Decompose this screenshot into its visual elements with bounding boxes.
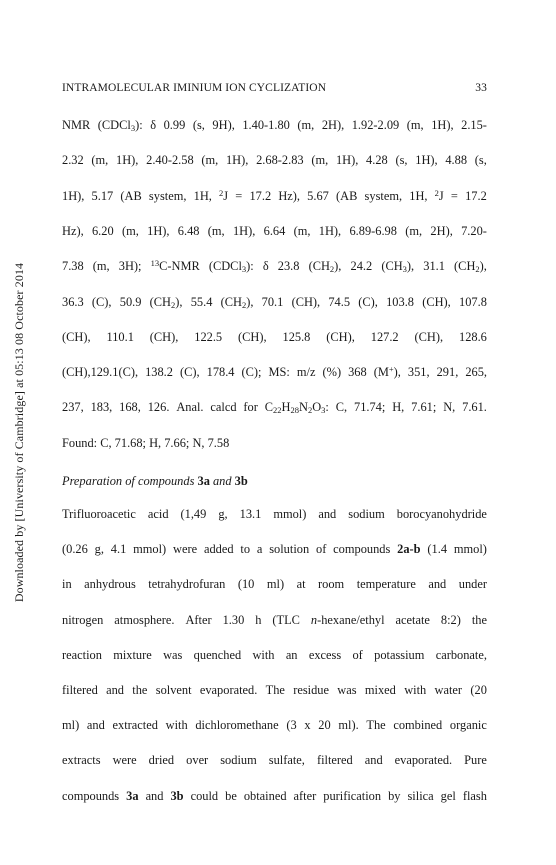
nmr-text-word: (C),	[358, 294, 378, 309]
procedure-text-word: to	[240, 542, 251, 557]
nmr-text-word: (s,	[474, 153, 487, 168]
procedure-text-word: tetrahydrofuran	[148, 577, 226, 592]
nmr-text-line	[62, 153, 487, 167]
procedure-text-word: reaction	[62, 647, 102, 662]
procedure-text-word: in	[62, 577, 72, 592]
section-heading-connector: and	[209, 474, 235, 488]
procedure-text-word: (TLC	[272, 612, 300, 627]
compound-3a-label: 3a	[197, 474, 210, 488]
procedure-text-word: g,	[218, 507, 228, 521]
nmr-text-word: Anal.	[176, 400, 204, 415]
procedure-text-word: and	[145, 788, 164, 803]
procedure-text-word: was	[163, 647, 183, 662]
procedure-text-word: mmol)	[273, 507, 307, 521]
procedure-text-word: (20	[470, 683, 487, 697]
procedure-text-word: excess	[308, 647, 342, 662]
procedure-text-word: dried	[148, 753, 175, 768]
nmr-text-word: 70.1	[261, 294, 284, 309]
nmr-text-line	[62, 295, 487, 309]
nmr-text-line	[62, 365, 487, 379]
page-number: 33	[475, 82, 487, 94]
nmr-text-word: 17.2	[249, 188, 272, 203]
nmr-text-word: NMR	[62, 118, 91, 132]
nmr-text-word: (AB	[336, 188, 358, 203]
procedure-text-word: dichloromethane	[195, 718, 279, 733]
nmr-text-line	[62, 189, 487, 203]
procedure-text-word: a	[256, 542, 263, 557]
nmr-text-word: 6.48	[177, 223, 200, 238]
nmr-text-word: 1.92-2.09	[351, 118, 400, 132]
procedure-text-word: and	[106, 683, 124, 697]
procedure-text-word: could	[190, 788, 219, 803]
nmr-text-word: system,	[364, 188, 403, 203]
nmr-text-word: 107.8	[459, 294, 487, 309]
nmr-text-word: 103.8	[386, 294, 414, 309]
procedure-text-word: The	[265, 683, 285, 697]
procedure-text-word: solvent	[155, 683, 192, 697]
nmr-text-word: 2.40-2.58	[146, 153, 194, 168]
nmr-text-word: (CH),	[326, 329, 355, 344]
procedure-text-word: sulfate,	[268, 753, 305, 768]
procedure-text-word: temperature	[356, 577, 416, 592]
procedure-text-word: room	[318, 577, 345, 592]
nmr-text-line	[62, 330, 487, 344]
nmr-text-word: 2.15-	[461, 118, 487, 132]
nmr-text-word: =	[235, 188, 243, 203]
procedure-text-word: by	[388, 788, 401, 803]
nmr-text-word: $(CH_2)$,	[149, 294, 183, 310]
procedure-text-word: n-hexane/ethyl	[310, 612, 385, 627]
procedure-text-word: (1.4	[427, 542, 448, 557]
procedure-text-word: purification	[323, 788, 382, 803]
procedure-text-word: gel	[440, 788, 456, 803]
nmr-text-word: 110.1	[106, 329, 134, 344]
nmr-text-word: $(CH_2)$,	[454, 259, 487, 275]
procedure-text-word: (10	[237, 577, 255, 592]
nmr-text-word: 351,	[407, 365, 430, 380]
running-head-title: INTRAMOLECULAR IMINIUM ION CYCLIZATION	[62, 82, 327, 94]
procedure-text-line	[62, 507, 487, 521]
nmr-text-word: 50.9	[119, 294, 142, 309]
procedure-text-word: 20	[318, 718, 331, 733]
procedure-text-word: flash	[462, 788, 487, 803]
procedure-text-word: solution	[269, 542, 310, 557]
nmr-text-word: 2.68-2.83	[256, 153, 304, 168]
nmr-text-word: (m,	[207, 223, 225, 238]
procedure-text-word: was	[337, 683, 357, 697]
procedure-text-word: of	[316, 542, 327, 557]
nmr-text-word: 183,	[90, 400, 113, 415]
nmr-text-word: (m,	[121, 223, 139, 238]
procedure-text-word: of	[352, 647, 363, 662]
procedure-text-line	[62, 718, 487, 732]
procedure-text-word: quenched	[193, 647, 242, 662]
procedure-text-word: 4.1	[110, 542, 127, 557]
procedure-text-word: obtained	[243, 788, 287, 803]
nmr-text-word: 36.3	[62, 294, 84, 309]
nmr-text-word: 126.	[147, 400, 170, 415]
procedure-text-word: potassium	[374, 647, 425, 662]
procedure-text-word: filtered	[62, 683, 98, 697]
nmr-text-word: $^{13}$C-NMR	[150, 258, 200, 274]
nmr-text-word: calcd	[210, 400, 237, 415]
nmr-text-word: (CH),	[291, 294, 321, 309]
nmr-text-word: δ	[150, 118, 157, 132]
procedure-text-word: ml)	[266, 577, 285, 592]
procedure-text-word: g,	[94, 542, 104, 557]
nmr-text-line	[62, 259, 487, 273]
nmr-text-word: (C),	[179, 365, 200, 380]
procedure-text-word: and	[86, 718, 105, 733]
procedure-text-word: sodium	[220, 753, 257, 768]
procedure-text-word: sodium	[348, 507, 385, 521]
download-watermark-text: Downloaded by [University of Cambridge] at 05:13 08 October 2014	[12, 262, 27, 602]
nmr-text-word: 0.99	[163, 118, 186, 132]
procedure-text-word: residue	[293, 683, 329, 697]
nmr-text-word: 2.32	[62, 153, 84, 168]
nmr-text-word: 6.20	[91, 223, 114, 238]
nmr-text-word: 5.17	[91, 188, 114, 203]
procedure-text-word: silica	[407, 788, 434, 803]
nmr-text-word: (CH),	[62, 329, 91, 344]
nmr-text-word: 1H),	[431, 118, 454, 132]
nmr-text-word: 9H),	[212, 118, 235, 132]
nmr-text-word: 168,	[119, 400, 141, 415]
procedure-text-word: compounds	[62, 788, 120, 803]
nmr-text-line	[62, 400, 487, 414]
procedure-text-word: 1.30	[222, 612, 245, 627]
nmr-text-word: 17.2	[465, 188, 487, 203]
nmr-text-word: 125.8	[282, 329, 311, 344]
nmr-text-word: 1H,	[409, 188, 428, 203]
nmr-text-line	[62, 118, 487, 132]
nmr-text-word: (m,	[311, 153, 329, 168]
procedure-text-word: were	[112, 753, 137, 768]
nmr-text-word: $^2$J	[434, 187, 444, 203]
nmr-text-word: (CH),	[414, 329, 444, 344]
nmr-text-word: 6.64	[263, 223, 286, 238]
procedure-text-word: (1,49	[180, 507, 207, 521]
procedure-text-word: extracted	[112, 718, 158, 733]
nmr-text-word: Hz),	[62, 223, 84, 238]
procedure-text-word: (0.26	[62, 542, 88, 557]
nmr-text-word: 1H),	[232, 223, 256, 238]
nmr-text-word: 71.74;	[354, 400, 386, 415]
nmr-text-word: (C),	[91, 294, 112, 309]
procedure-text-line	[62, 789, 487, 803]
procedure-text-word: 2a-b	[397, 542, 421, 557]
nmr-text-word: (m,	[92, 259, 110, 274]
download-watermark	[13, 212, 27, 652]
procedure-text-word: extracts	[62, 753, 101, 768]
procedure-text-word: mixture	[113, 647, 152, 662]
procedure-text-word: with	[252, 647, 275, 662]
procedure-text-word: Pure	[464, 753, 487, 768]
procedure-text-word: ml)	[62, 718, 80, 733]
nmr-text-word: 1H,	[193, 188, 212, 203]
nmr-text-word: 23.8	[277, 259, 300, 274]
procedure-text-word: After	[185, 612, 212, 627]
nmr-text-word: 1H),	[415, 153, 438, 168]
nmr-text-word: (s,	[395, 153, 408, 168]
nmr-text-word: (CH),	[238, 329, 267, 344]
procedure-text-line	[62, 577, 487, 591]
nmr-text-word: 5.67	[307, 188, 329, 203]
procedure-text-word: ml).	[338, 718, 359, 733]
nmr-text-word: (CH),129.1(C),	[62, 365, 139, 380]
procedure-text-word: acetate	[395, 612, 430, 627]
nmr-text-word: system,	[148, 188, 187, 203]
section-heading-prefix: Preparation of compounds	[62, 474, 198, 488]
nmr-text-word: =	[450, 188, 458, 203]
nmr-text-word: (C);	[241, 365, 262, 380]
nmr-text-word: 7.20-	[461, 223, 487, 238]
nmr-text-word: Found: C, 71.68; H, 7.66; N, 7.58	[62, 435, 230, 450]
procedure-text-word: at	[296, 577, 306, 592]
procedure-text-word: borocyanohydride	[396, 507, 487, 521]
procedure-text-word: carbonate,	[435, 647, 487, 662]
nmr-text-word: 178.4	[206, 365, 235, 380]
nmr-text-word: 128.6	[459, 329, 487, 344]
procedure-text-word: be	[225, 788, 237, 803]
procedure-text-word: with	[404, 683, 427, 697]
procedure-text-word: water	[434, 683, 463, 697]
nmr-text-word: 7.38	[62, 259, 84, 274]
nmr-text-word: for	[243, 400, 258, 415]
nmr-text-word: 7.61.	[462, 400, 487, 415]
procedure-text-word: 13.1	[239, 507, 262, 521]
nmr-text-word: m/z	[296, 365, 316, 380]
procedure-text-word: compounds	[333, 542, 391, 557]
procedure-text-word: added	[203, 542, 234, 557]
procedure-text-word: the	[471, 612, 487, 627]
procedure-text-word: over	[186, 753, 209, 768]
nmr-text-word: MS:	[268, 365, 290, 380]
procedure-text-word: atmosphere.	[114, 612, 175, 627]
nmr-text-word: 31.1	[423, 259, 445, 274]
nmr-text-word: 122.5	[194, 329, 223, 344]
nmr-text-word: 55.4	[190, 294, 213, 309]
procedure-text-word: evaporated.	[394, 753, 453, 768]
procedure-text-word: acid	[147, 507, 169, 521]
procedure-text-word: The	[366, 718, 386, 733]
nmr-text-word: 3H);	[118, 259, 142, 274]
section-heading	[62, 474, 487, 488]
procedure-text-word: the	[132, 683, 148, 697]
procedure-text-word: filtered	[316, 753, 353, 768]
nmr-text-word: 4.28	[366, 153, 388, 168]
procedure-text-word: mixed	[364, 683, 396, 697]
nmr-text-word: 368	[348, 365, 367, 380]
nmr-text-word: H,	[392, 400, 405, 415]
nmr-text-word: 2H),	[321, 118, 345, 132]
nmr-text-word: (m,	[293, 223, 311, 238]
procedure-text-word: were	[173, 542, 198, 557]
nmr-text-word: (CDCl$_3$):	[97, 118, 143, 133]
procedure-text-word: under	[458, 577, 487, 592]
procedure-text-word: nitrogen	[62, 612, 104, 627]
procedure-text-word: 3b	[170, 788, 184, 803]
nmr-text-word: C,	[335, 400, 348, 415]
nmr-text-word: 1H),	[318, 223, 342, 238]
nmr-text-word: 7.61;	[411, 400, 437, 415]
procedure-text-word: mmol)	[453, 542, 487, 557]
nmr-text-word: $(CH_2)$,	[220, 294, 254, 310]
procedure-text-line	[62, 683, 487, 697]
nmr-text-word: $(CH_3)$,	[381, 259, 415, 275]
procedure-text-word: organic	[449, 718, 487, 733]
nmr-text-word: 127.2	[370, 329, 399, 344]
nmr-text-word: (m,	[91, 153, 109, 168]
procedure-text-word: evaporated.	[199, 683, 258, 697]
nmr-text-word: 74.5	[328, 294, 351, 309]
compound-3b-label: 3b	[234, 474, 248, 488]
procedure-text-word: 3a	[126, 788, 139, 803]
procedure-text-word: with	[165, 718, 188, 733]
nmr-text-word: (CH),	[149, 329, 179, 344]
procedure-text-line	[62, 753, 487, 767]
nmr-text-word: 2H),	[430, 223, 453, 238]
nmr-text-word: 291,	[436, 365, 459, 380]
nmr-text-word: δ	[262, 259, 269, 274]
nmr-text-word: $^2$J	[219, 187, 229, 203]
nmr-text-word: 1H),	[62, 188, 85, 203]
nmr-text-word: (CH),	[422, 294, 451, 309]
nmr-text-word: (m,	[297, 118, 315, 132]
nmr-text-word: 1H),	[225, 153, 249, 168]
nmr-text-word: (s,	[192, 118, 205, 132]
nmr-text-word: Hz),	[278, 188, 300, 203]
nmr-text-word: (AB	[120, 188, 142, 203]
procedure-text-word: an	[285, 647, 298, 662]
nmr-text-line	[62, 224, 487, 238]
procedure-text-word: x	[304, 718, 311, 733]
nmr-text-word: $C_{22}H_{28}N_2O_3$:	[264, 400, 329, 416]
procedure-text-word: and	[318, 507, 337, 521]
nmr-text-word: 1H),	[116, 153, 139, 168]
nmr-text-word: 237,	[62, 400, 84, 415]
procedure-text-word: h	[255, 612, 262, 627]
procedure-text-word: 8:2)	[440, 612, 461, 627]
nmr-text-word: (%)	[322, 365, 342, 380]
nmr-text-word: $(CH_2)$,	[308, 259, 342, 275]
procedure-text-word: (3	[286, 718, 297, 733]
procedure-text-line	[62, 648, 487, 662]
nmr-text-word: (CDCl$_3$):	[208, 259, 254, 275]
procedure-text-word: Trifluoroacetic	[62, 507, 136, 521]
nmr-text-word: 4.88	[445, 153, 468, 168]
nmr-text-word: 265,	[465, 365, 487, 380]
procedure-text-word: and	[364, 753, 383, 768]
procedure-text-word: after	[293, 788, 317, 803]
nmr-text-line	[62, 436, 487, 450]
procedure-text-word: combined	[393, 718, 443, 733]
nmr-text-word: 138.2	[145, 365, 173, 380]
nmr-text-word: 1.40-1.80	[242, 118, 290, 132]
nmr-text-word: N,	[443, 400, 456, 415]
procedure-text-line	[62, 542, 487, 556]
nmr-text-word: 1H),	[335, 153, 359, 168]
procedure-text-word: and	[428, 577, 447, 592]
nmr-text-word: (m,	[201, 153, 219, 168]
nmr-text-word: 1H),	[147, 223, 170, 238]
nmr-text-word: 24.2	[350, 259, 373, 274]
procedure-text-line	[62, 613, 487, 627]
procedure-text-word: anhydrous	[84, 577, 136, 592]
nmr-text-word: (M+),	[373, 364, 401, 380]
nmr-text-word: 6.89-6.98	[349, 223, 397, 238]
nmr-text-word: (m,	[405, 223, 423, 238]
nmr-text-word: (m,	[406, 118, 424, 132]
procedure-text-word: mmol)	[133, 542, 167, 557]
